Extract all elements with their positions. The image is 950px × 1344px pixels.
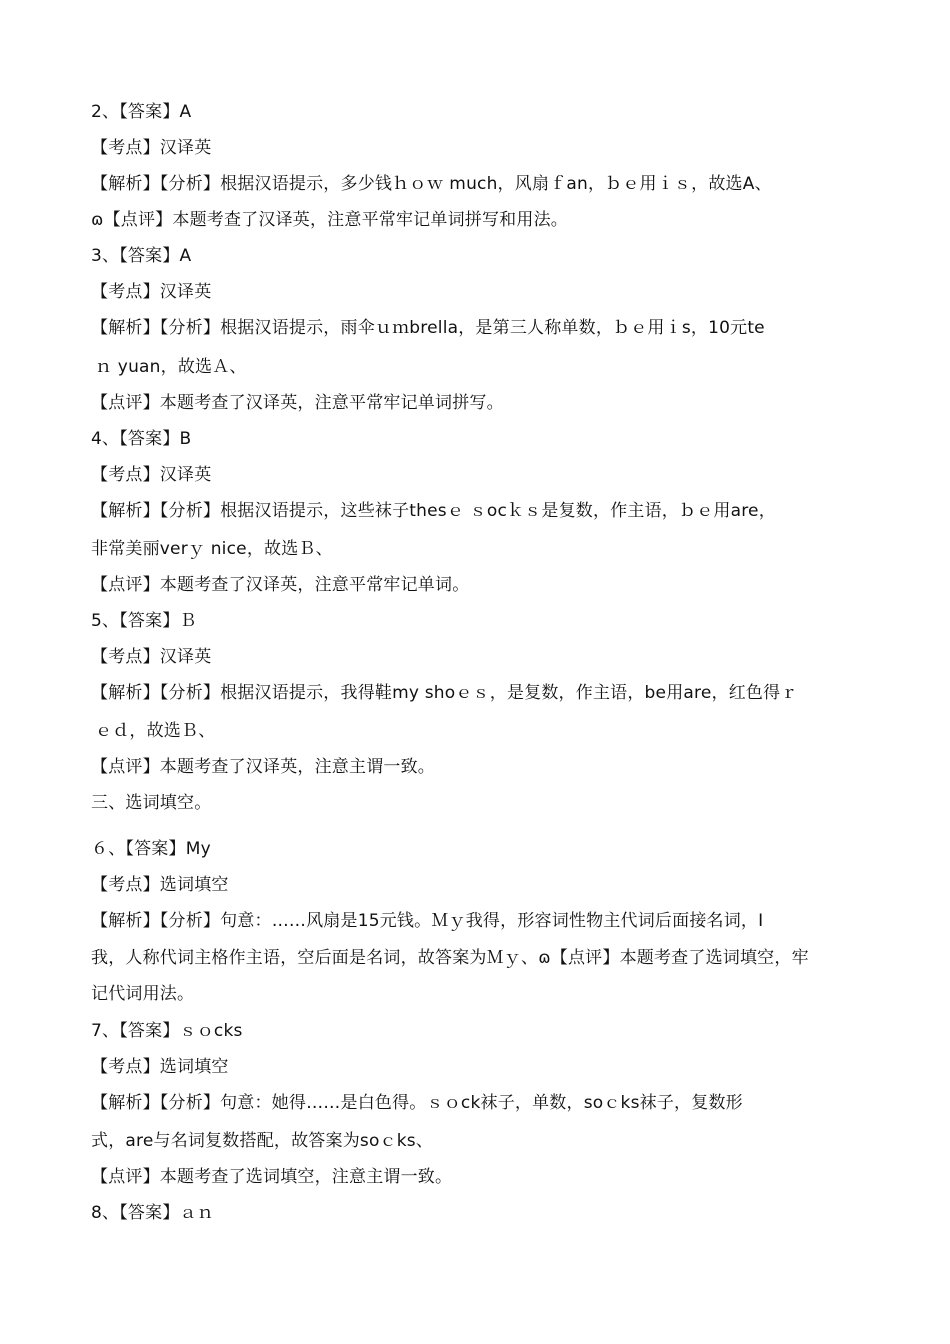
answer-7-analysis-cont: 式，are与名词复数搭配，故答案为soｃks、 (91, 1131, 434, 1151)
answer-7-heading: 7、【答案】ｓｏcks (91, 1021, 243, 1041)
answer-5-analysis-cont: ｅｄ，故选Ｂ、 (95, 721, 216, 741)
answer-6-analysis-end: 记代词用法。 (91, 984, 195, 1004)
answer-4-comment: 【点评】本题考查了汉译英，注意平常牢记单词。 (91, 575, 470, 595)
answer-6-analysis: 【解析】【分析】句意：……风扇是15元钱。Ｍｙ我得，形容词性物主代词后面接名词，I (91, 911, 764, 931)
answer-6-topic: 【考点】选词填空 (91, 875, 229, 895)
answer-6-analysis-cont: 我，人称代词主格作主语，空后面是名词，故答案为Ｍｙ、ɷ【点评】本题考查了选词填空，牢 (91, 948, 809, 968)
answer-7-comment: 【点评】本题考查了选词填空，注意主谓一致。 (91, 1167, 453, 1187)
answer-2-heading: 2、【答案】A (91, 102, 192, 122)
answer-8-heading: 8、【答案】ａｎ (91, 1203, 214, 1223)
answer-2-analysis: 【解析】【分析】根据汉语提示，多少钱ｈｏｗ much，风扇ｆan，ｂｅ用ｉｓ，故选A、 (91, 174, 772, 194)
answer-4-heading: 4、【答案】B (91, 429, 192, 449)
answer-4-topic: 【考点】汉译英 (91, 465, 212, 485)
answer-5-comment: 【点评】本题考查了汉译英，注意主谓一致。 (91, 757, 435, 777)
answer-3-comment: 【点评】本题考查了汉译英，注意平常牢记单词拼写。 (91, 393, 504, 413)
answer-5-topic: 【考点】汉译英 (91, 647, 212, 667)
answer-7-topic: 【考点】选词填空 (91, 1057, 229, 1077)
answer-4-analysis: 【解析】【分析】根据汉语提示，这些袜子thesｅ ｓocｋｓ是复数，作主语，ｂｅ用are， (91, 501, 776, 521)
answer-5-analysis: 【解析】【分析】根据汉语提示，我得鞋my shoｅｓ，是复数，作主语，be用are，红色得ｒ (91, 683, 798, 703)
section-heading: 三、选词填空。 (91, 793, 212, 813)
answer-3-heading: 3、【答案】A (91, 246, 192, 266)
answer-4-analysis-cont: 非常美丽verｙ nice，故选Ｂ、 (91, 539, 333, 559)
answer-6-heading: ６、【答案】My (91, 839, 211, 859)
answer-3-analysis: 【解析】【分析】根据汉语提示，雨伞ｕｍbrella，是第三人称单数，ｂｅ用ｉs，10元te (91, 318, 765, 338)
answer-3-analysis-cont: ｎ yuan，故选Ａ、 (95, 357, 247, 377)
answer-2-comment: ɷ【点评】本题考查了汉译英，注意平常牢记单词拼写和用法。 (91, 210, 568, 230)
answer-3-topic: 【考点】汉译英 (91, 282, 212, 302)
answer-2-topic: 【考点】汉译英 (91, 138, 212, 158)
answer-7-analysis: 【解析】【分析】句意：她得……是白色得。ｓｏck袜子，单数，soｃks袜子，复数形 (91, 1093, 743, 1113)
answer-5-heading: 5、【答案】Ｂ (91, 611, 197, 631)
